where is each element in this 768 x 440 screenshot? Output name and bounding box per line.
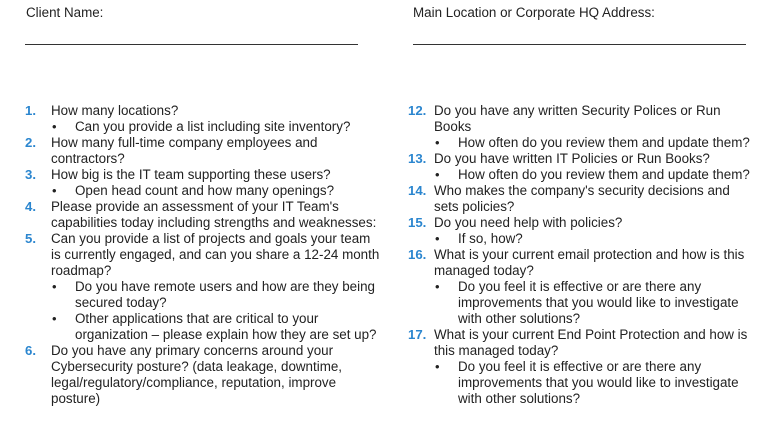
question-text: Do you have any primary concerns around your Cybersecurity posture? (data leakage, downtime, legal/regulatory/compliance, reputation, improve posture)	[51, 343, 343, 406]
question-text: How many full-time company employees and contractors?	[51, 135, 318, 166]
sub-question-text: Other applications that are critical to your organization – please explain how they are set up?	[75, 311, 377, 342]
sub-question-text: Do you feel it is effective or are there any improvements that you would like to investigate with other solutions?	[458, 359, 739, 406]
bullet-icon: •	[52, 279, 57, 294]
question-item	[408, 183, 753, 215]
question-item	[408, 151, 753, 167]
address-label: Main Location or Corporate HQ Address:	[413, 5, 655, 20]
question-text: Can you provide a list of projects and goals your team is currently engaged, and can you share a 12-24 month roadmap?	[51, 231, 380, 278]
question-item	[408, 247, 753, 279]
bullet-icon: •	[52, 119, 57, 134]
question-item	[25, 343, 380, 407]
question-number: 6.	[25, 343, 36, 358]
bullet-icon: •	[435, 231, 440, 246]
bullet-icon: •	[52, 183, 57, 198]
question-item	[25, 167, 380, 183]
question-text: How big is the IT team supporting these users?	[51, 167, 331, 182]
sub-question-text: If so, how?	[458, 231, 523, 246]
sub-question-text: Open head count and how many openings?	[75, 183, 335, 198]
question-text: Please provide an assessment of your IT Team's capabilities today including strengths and weaknesses:	[51, 199, 377, 230]
question-number: 13.	[408, 151, 427, 166]
bullet-icon: •	[435, 359, 440, 374]
question-item	[408, 215, 753, 231]
sub-question-item	[408, 135, 753, 151]
right-question-column	[408, 103, 753, 407]
question-number: 5.	[25, 231, 36, 246]
question-item	[25, 231, 380, 279]
sub-question-item	[25, 279, 380, 311]
left-question-column	[25, 103, 380, 407]
sub-question-item	[408, 167, 753, 183]
question-text: Do you have written IT Policies or Run Books?	[434, 151, 710, 166]
question-text: Do you have any written Security Polices or Run Books	[434, 103, 721, 134]
question-number: 15.	[408, 215, 427, 230]
client-name-label: Client Name:	[26, 5, 104, 20]
client-name-line[interactable]	[25, 44, 358, 45]
question-number: 4.	[25, 199, 36, 214]
question-item	[25, 103, 380, 119]
question-number: 14.	[408, 183, 427, 198]
question-text: Do you need help with policies?	[434, 215, 623, 230]
question-text: What is your current End Point Protection and how is this managed today?	[434, 327, 748, 358]
question-number: 2.	[25, 135, 36, 150]
sub-question-text: How often do you review them and update them?	[458, 167, 750, 182]
bullet-icon: •	[435, 135, 440, 150]
bullet-icon: •	[435, 279, 440, 294]
question-number: 12.	[408, 103, 427, 118]
question-number: 3.	[25, 167, 36, 182]
question-item	[408, 327, 753, 359]
question-number: 16.	[408, 247, 427, 262]
question-text: Who makes the company's security decisions and sets policies?	[434, 183, 730, 214]
sub-question-text: How often do you review them and update them?	[458, 135, 750, 150]
address-line[interactable]	[413, 44, 746, 45]
question-number: 1.	[25, 103, 36, 118]
sub-question-item	[408, 231, 753, 247]
bullet-icon: •	[435, 167, 440, 182]
sub-question-item	[25, 119, 380, 135]
sub-question-text: Do you feel it is effective or are there any improvements that you would like to investigate with other solutions?	[458, 279, 739, 326]
bullet-icon: •	[52, 311, 57, 326]
sub-question-text: Can you provide a list including site inventory?	[75, 119, 351, 134]
question-text: What is your current email protection and how is this managed today?	[434, 247, 745, 278]
sub-question-item	[25, 183, 380, 199]
sub-question-text: Do you have remote users and how are they being secured today?	[75, 279, 375, 310]
question-item	[25, 199, 380, 231]
question-item	[408, 103, 753, 135]
question-text: How many locations?	[51, 103, 179, 118]
sub-question-item	[408, 279, 753, 327]
sub-question-item	[25, 311, 380, 343]
question-item	[25, 135, 380, 167]
question-number: 17.	[408, 327, 427, 342]
sub-question-item	[408, 359, 753, 407]
